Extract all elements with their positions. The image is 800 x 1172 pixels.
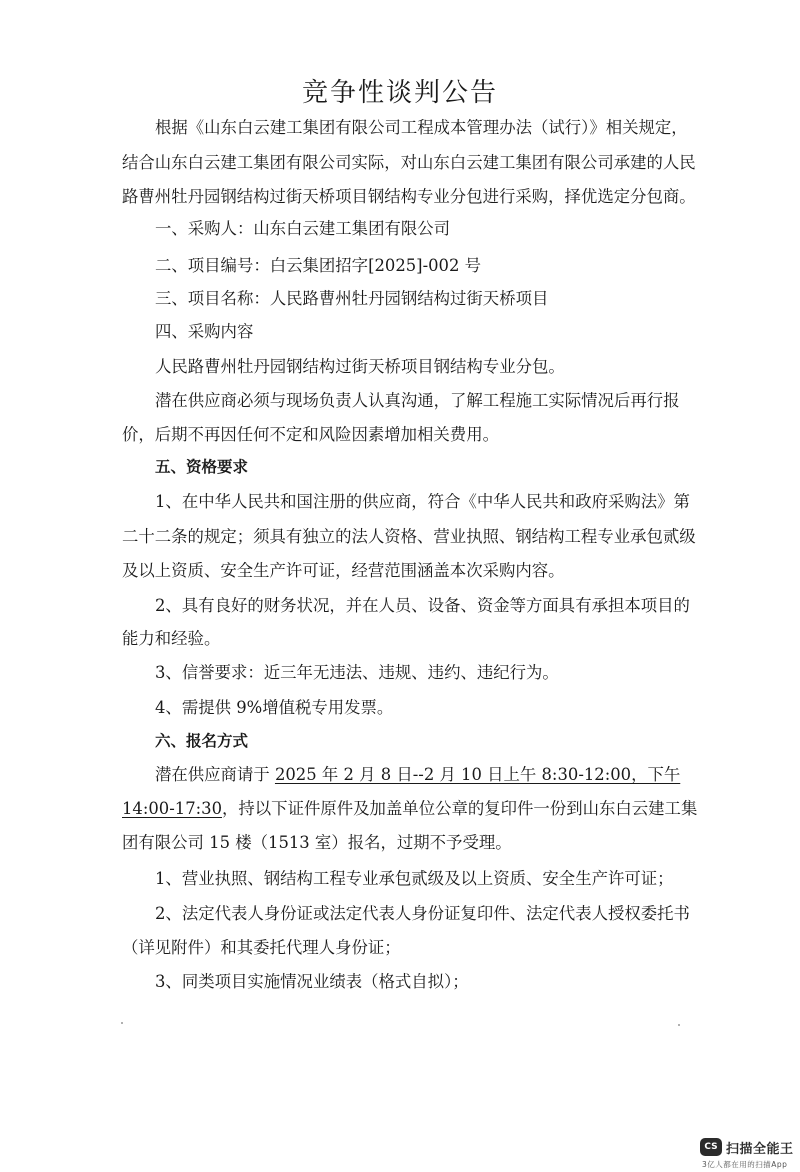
qualification-item-2-line: 2、具有良好的财务状况，并在人员、设备、资金等方面具有承担本项目的 xyxy=(155,596,690,615)
content-note-line: 潜在供应商必须与现场负责人认真沟通，了解工程施工实际情况后再行报 xyxy=(155,391,680,410)
registration-time-range: 2025 年 2 月 8 日--2 月 10 日上午 8:30-12:00，下午 xyxy=(274,765,681,784)
registration-prefix: 潜在供应商请于 xyxy=(155,765,275,784)
qualification-item-1-line: 1、在中华人民共和国注册的供应商，符合《中华人民共和政府采购法》第 xyxy=(155,492,690,511)
registration-item-3: 3、同类项目实施情况业绩表（格式自拟）； xyxy=(155,972,469,991)
registration-line: 团有限公司 15 楼（1513 室）报名，过期不予受理。 xyxy=(122,833,512,852)
qualification-item-1-line: 及以上资质、安全生产许可证，经营范围涵盖本次采购内容。 xyxy=(122,561,565,580)
scan-speck xyxy=(678,1024,680,1026)
registration-line xyxy=(122,801,697,817)
registration-location: ，持以下证件原件及加盖单位公章的复印件一份到山东白云建工集 xyxy=(222,799,698,818)
qualification-item-3: 3、信誉要求：近三年无违法、违规、违约、违纪行为。 xyxy=(155,663,559,682)
qualification-heading: 五、资格要求 xyxy=(155,458,249,476)
scanner-app-name: 扫描全能王 xyxy=(726,1142,794,1157)
intro-line: 根据《山东白云建工集团有限公司工程成本管理办法（试行）》相关规定， xyxy=(155,118,688,137)
intro-line: 结合山东白云建工集团有限公司实际，对山东白云建工集团有限公司承建的人民 xyxy=(122,153,696,172)
scanner-logo-icon: CS xyxy=(700,1138,722,1156)
content-note-line: 价，后期不再因任何不定和风险因素增加相关费用。 xyxy=(122,425,499,444)
purchaser-line: 一、采购人：山东白云建工集团有限公司 xyxy=(155,219,451,238)
project-number-line: 二、项目编号：白云集团招字[2025]-002 号 xyxy=(155,256,482,275)
scanner-watermark xyxy=(700,1134,796,1170)
registration-item-2-line: （详见附件）和其委托代理人身份证； xyxy=(122,938,401,957)
registration-time-range: 14:00-17:30 xyxy=(122,799,223,818)
registration-item-1: 1、营业执照、钢结构工程专业承包贰级及以上资质、安全生产许可证； xyxy=(155,869,674,888)
registration-line xyxy=(155,767,680,783)
qualification-item-2-line: 能力和经验。 xyxy=(122,629,221,648)
content-text: 人民路曹州牡丹园钢结构过街天桥项目钢结构专业分包。 xyxy=(155,357,565,376)
scanner-tagline: 3亿人都在用的扫描App xyxy=(702,1160,788,1169)
registration-item-2-line: 2、法定代表人身份证或法定代表人身份证复印件、法定代表人授权委托书 xyxy=(155,904,690,923)
qualification-item-4: 4、需提供 9%增值税专用发票。 xyxy=(155,698,394,717)
intro-line: 路曹州牡丹园钢结构过街天桥项目钢结构专业分包进行采购，择优选定分包商。 xyxy=(122,187,696,206)
project-name-line: 三、项目名称：人民路曹州牡丹园钢结构过街天桥项目 xyxy=(155,289,549,308)
content-heading: 四、采购内容 xyxy=(155,322,254,341)
registration-heading: 六、报名方式 xyxy=(155,732,249,750)
scan-speck xyxy=(121,1022,123,1024)
page-title: 竞争性谈判公告 xyxy=(301,78,498,108)
qualification-item-1-line: 二十二条的规定；须具有独立的法人资格、营业执照、钢结构工程专业承包贰级 xyxy=(122,527,696,546)
